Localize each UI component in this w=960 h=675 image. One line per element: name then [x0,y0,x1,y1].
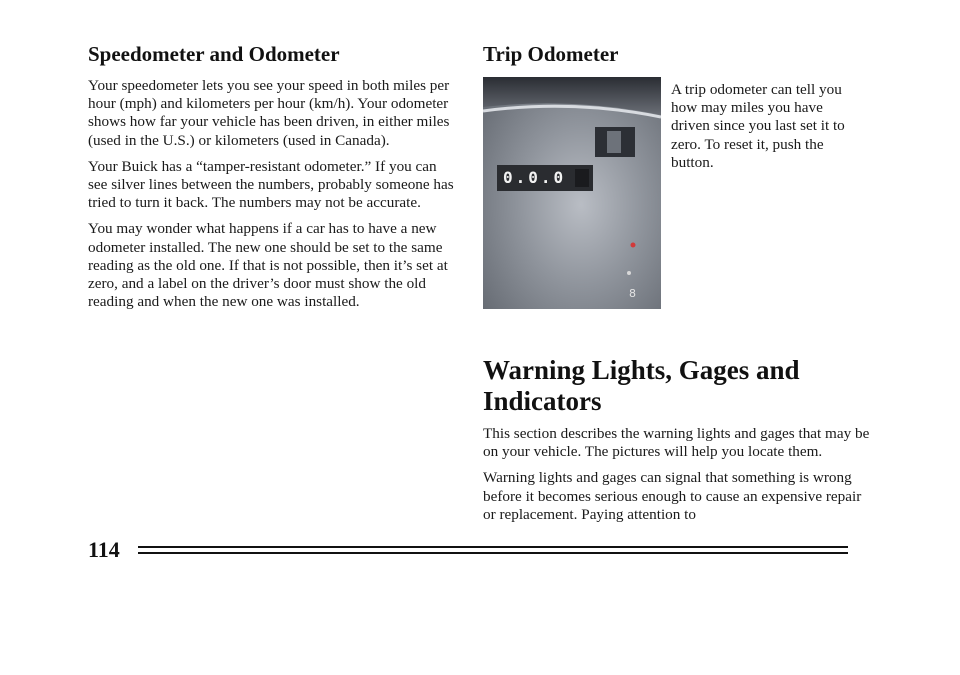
trip-odometer-heading: Trip Odometer [483,42,619,66]
warning-paragraph-2: Warning lights and gages can signal that something is wrong before it becomes serious enough to cause an expensive repair or replacement. Paying attention to [483,469,862,523]
page-number: 114 [88,537,120,562]
speedometer-heading: Speedometer and Odometer [88,42,340,66]
right-column [483,42,873,532]
warning-paragraph-1: This section describes the warning lights and gages that may be on your vehicle. The pictures will help you locate them. [483,425,870,461]
footer-rule-bottom [138,552,848,554]
left-column [88,42,458,319]
trip-odometer-photo [483,77,661,309]
footer-rule-top [138,546,848,548]
speedometer-paragraph-3: You may wonder what happens if a car has to have a new odometer installed. The new one should be set to the same reading as the old one. If that is not possible, then it’s set at zero, and a label on the driver’s door must show the old reading and when the new one was installed. [88,220,448,311]
svg-text:8: 8 [629,287,636,300]
speedometer-paragraph-1: Your speedometer lets you see your speed in both miles per hour (mph) and kilometers per hour (km/h). Your odometer shows how far your vehicle has been driven, in either miles (used in the U.S.) or kilometers (used in Canada). [88,77,450,149]
dashboard-illustration [483,77,661,309]
warning-lights-heading: Warning Lights, Gages and Indicators [483,355,800,416]
trip-odometer-block [483,77,873,355]
trip-odometer-description [671,81,851,172]
trip-odometer-text: A trip odometer can tell you how may miles you have driven since you last set it to zero. To reset it, push the button. [671,81,845,171]
speedometer-paragraph-2: Your Buick has a “tamper-resistant odometer.” If you can see silver lines between the numbers, probably someone has tried to turn it back. The numbers may not be accurate. [88,157,454,212]
trip-odometer-digits: 0.0.0 [503,168,567,187]
